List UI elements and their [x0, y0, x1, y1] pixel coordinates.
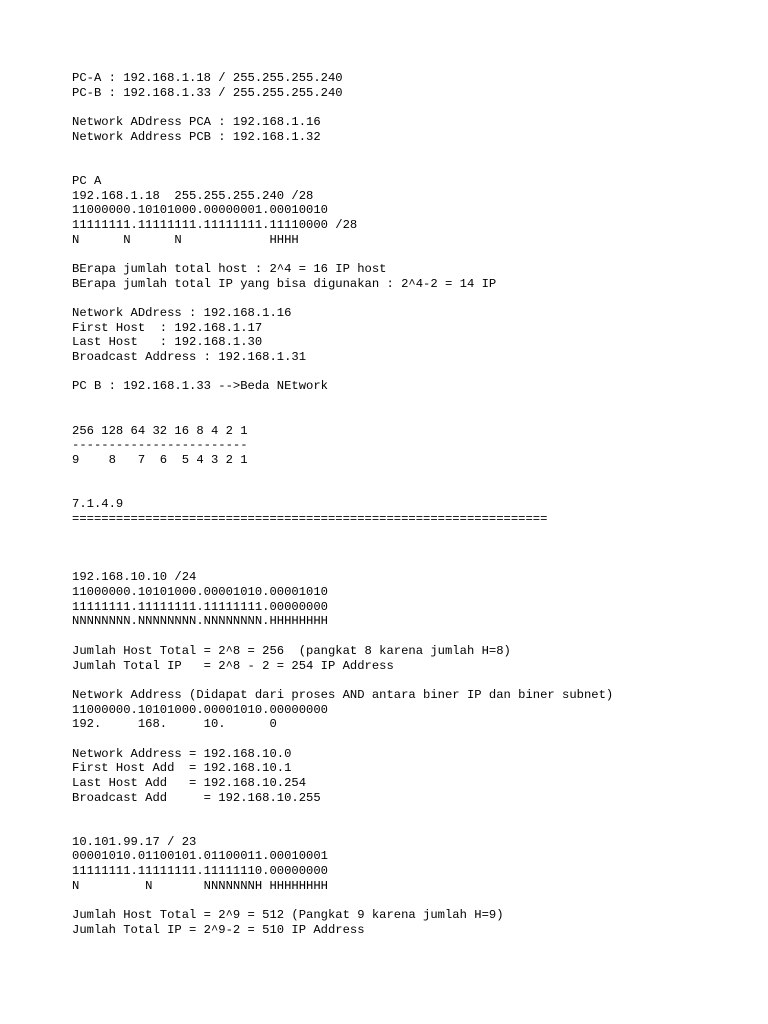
- document-line: 11111111.11111111.11111111.00000000: [72, 599, 328, 614]
- document-line: Network Address PCB : 192.168.1.32: [72, 129, 321, 144]
- document-line: [72, 673, 613, 688]
- document-line: [72, 291, 613, 306]
- document-line: [72, 805, 613, 820]
- document-line: [72, 247, 613, 262]
- document-line: BErapa jumlah total IP yang bisa digunakan : 2^4-2 = 14 IP: [72, 276, 497, 291]
- document-line: Network ADdress : 192.168.1.16: [72, 306, 292, 320]
- document-line: 11111111.11111111.11111110.00000000: [72, 864, 328, 879]
- document-line: Last Host Add = 192.168.10.254: [72, 776, 307, 790]
- document-line: [72, 526, 613, 541]
- document-line: 00001010.01100101.01100011.00010001: [72, 849, 328, 864]
- document-line: =================================================================: [72, 511, 548, 526]
- document-line: 192. 168. 10. 0: [72, 717, 277, 732]
- document-line: 11000000.10101000.00001010.00000000: [72, 702, 328, 717]
- document-line: [72, 556, 613, 571]
- document-line: 192.168.10.10 /24: [72, 570, 197, 585]
- document-line: ------------------------: [72, 438, 248, 453]
- document-line: 11000000.10101000.00001010.00001010: [72, 585, 328, 600]
- document-line: Last Host : 192.168.1.30: [72, 335, 263, 350]
- document-line: 9 8 7 6 5 4 3 2 1: [72, 452, 248, 467]
- document-line: PC-A : 192.168.1.18 / 255.255.255.240: [72, 71, 343, 85]
- document-line: BErapa jumlah total host : 2^4 = 16 IP host: [72, 261, 387, 276]
- document-line: First Host Add = 192.168.10.1: [72, 761, 292, 776]
- document-line: PC-B : 192.168.1.33 / 255.255.255.240: [72, 85, 343, 100]
- document-line: [72, 365, 613, 380]
- document-line: [72, 629, 613, 644]
- document-line: Jumlah Total IP = 2^8 - 2 = 254 IP Address: [72, 658, 394, 673]
- document-line: 10.101.99.17 / 23: [72, 834, 197, 849]
- document-line: [72, 144, 613, 159]
- document-line: NNNNNNNN.NNNNNNNN.NNNNNNNN.HHHHHHHH: [72, 614, 328, 629]
- document-line: [72, 409, 613, 424]
- document-line: 11000000.10101000.00000001.00010010: [72, 203, 328, 218]
- document-line: [72, 100, 613, 115]
- document-line: [72, 394, 613, 409]
- document-line: Network Address = 192.168.10.0: [72, 746, 292, 761]
- document-line: [72, 732, 613, 747]
- document-line: Jumlah Host Total = 2^9 = 512 (Pangkat 9 karena jumlah H=9): [72, 908, 504, 923]
- document-line: 7.1.4.9: [72, 496, 124, 511]
- document-line: [72, 468, 613, 483]
- document-line: First Host : 192.168.1.17: [72, 320, 263, 335]
- document-line: N N N HHHH: [72, 232, 299, 247]
- document-line: [72, 541, 613, 556]
- document-line: 11111111.11111111.11111111.11110000 /28: [72, 217, 358, 232]
- document-line: PC A: [72, 173, 102, 188]
- document-line: Network ADdress PCA : 192.168.1.16: [72, 115, 321, 130]
- document-line: [72, 159, 613, 174]
- document-line: [72, 820, 613, 835]
- document-line: PC B : 192.168.1.33 -->Beda NEtwork: [72, 379, 328, 394]
- document-line: Network Address (Didapat dari proses AND antara biner IP dan biner subnet): [72, 687, 614, 702]
- document-line: [72, 482, 613, 497]
- document-line: Jumlah Total IP = 2^9-2 = 510 IP Address: [72, 922, 365, 937]
- document-line: 192.168.1.18 255.255.255.240 /28: [72, 188, 314, 203]
- document-line: [72, 894, 613, 909]
- document-text: [72, 71, 613, 938]
- document-line: Broadcast Address : 192.168.1.31: [72, 350, 307, 365]
- document-line: 256 128 64 32 16 8 4 2 1: [72, 423, 248, 438]
- document-line: Broadcast Add = 192.168.10.255: [72, 790, 321, 805]
- document-line: N N NNNNNNNH HHHHHHHH: [72, 878, 328, 893]
- document-line: Jumlah Host Total = 2^8 = 256 (pangkat 8 karena jumlah H=8): [72, 643, 511, 658]
